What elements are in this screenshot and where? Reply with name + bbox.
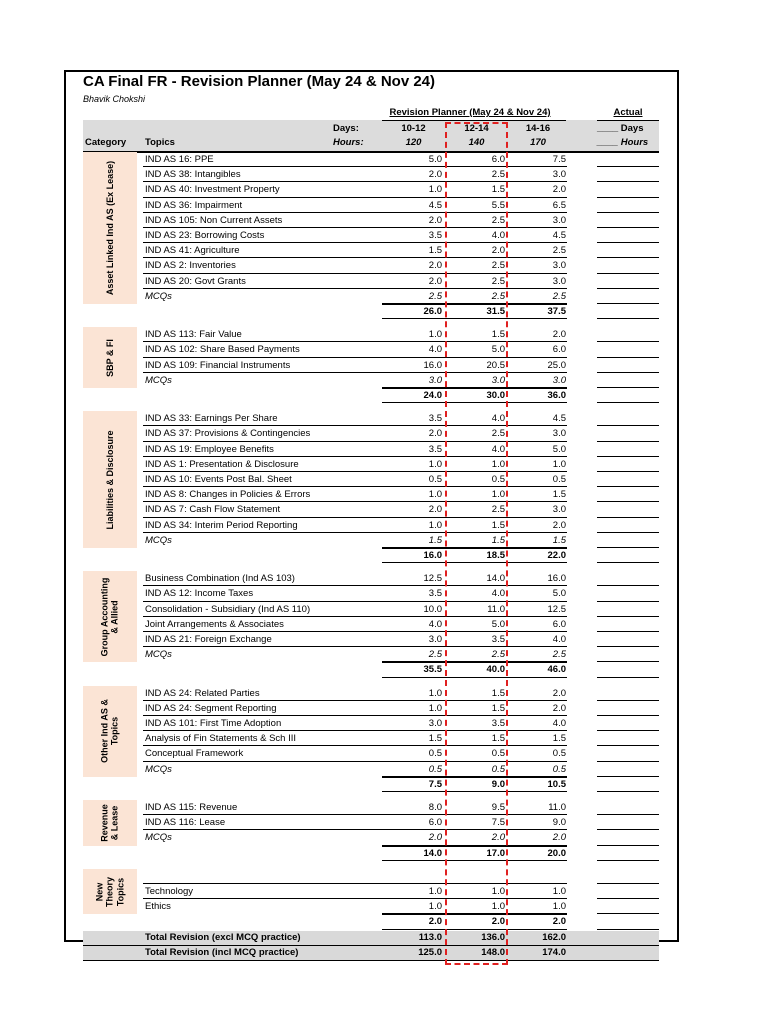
- actual-subtotal-line[interactable]: [597, 562, 659, 563]
- plan2-hours-value: 1.0: [491, 458, 505, 470]
- subtotal-plan2: 40.0: [486, 664, 505, 676]
- grand-total-label: Total Revision (excl MCQ practice): [145, 931, 301, 943]
- plan3-hours-value: 4.5: [552, 413, 566, 425]
- topic-name: IND AS 41: Agriculture: [145, 245, 240, 257]
- document-author: Bhavik Chokshi: [83, 94, 146, 104]
- plan2-hours-value: 1.5: [491, 519, 505, 531]
- hours-label: Hours:: [333, 137, 364, 148]
- actual-entry-line[interactable]: [597, 197, 659, 198]
- plan3-hours-value: 2.0: [552, 519, 566, 531]
- actual-entry-line[interactable]: [597, 883, 659, 884]
- plan2-hours-value: 1.5: [491, 329, 505, 341]
- header-top-rule: [382, 120, 566, 121]
- plan1-hours-value: 2.0: [428, 832, 442, 844]
- plan3-hours-value: 12.5: [547, 603, 566, 615]
- plan1-hours-value: 1.0: [428, 687, 442, 699]
- subtotal-bottom-rule: [382, 402, 567, 403]
- plan1-hours-value: 2.0: [428, 275, 442, 287]
- plan3-hours-value: 16.0: [547, 573, 566, 585]
- topic-name: IND AS 38: Intangibles: [145, 169, 241, 181]
- plan3-hours-value: 9.0: [552, 817, 566, 829]
- topic-name: IND AS 24: Segment Reporting: [145, 702, 277, 714]
- plan2-hours-value: 2.5: [491, 214, 505, 226]
- plan3-hours-value: 5.0: [552, 588, 566, 600]
- actual-subtotal-line[interactable]: [597, 860, 659, 861]
- plan3-hours-value: 1.5: [552, 534, 566, 546]
- actual-top-rule: [597, 120, 659, 121]
- actual-entry-line[interactable]: [597, 700, 659, 701]
- actual-subtotal-line[interactable]: [597, 402, 659, 403]
- actual-days-field[interactable]: ____ Days: [597, 123, 644, 134]
- plan1-hours-value: 1.5: [428, 245, 442, 257]
- plan1-hours-value: 16.0: [423, 359, 442, 371]
- plan1-hours-value: 2.0: [428, 169, 442, 181]
- plan3-hours-value: 2.0: [552, 329, 566, 341]
- plan1-hours-value: 1.5: [428, 534, 442, 546]
- plan3-hours-value: 6.5: [552, 199, 566, 211]
- plan3-hours-value: 4.0: [552, 718, 566, 729]
- topic-name: IND AS 1: Presentation & Disclosure: [145, 458, 299, 470]
- actual-entry-line[interactable]: [597, 471, 659, 472]
- plan1-hours-value: 3.5: [428, 413, 442, 425]
- category-header: Category: [85, 137, 127, 148]
- plan1-hours-value: 3.0: [428, 374, 442, 386]
- actual-entry-line[interactable]: [597, 387, 659, 388]
- topic-name: IND AS 12: Income Taxes: [145, 588, 254, 600]
- plan1-hours-value: 0.5: [428, 763, 442, 775]
- subtotal-plan1: 7.5: [428, 778, 442, 790]
- plan2-hours-value: 1.0: [491, 489, 505, 501]
- category-label: Asset Linked Ind AS (Ex Lease): [104, 160, 115, 296]
- subtotal-plan1: 26.0: [423, 306, 442, 317]
- plan1-hours-value: 2.5: [428, 290, 442, 302]
- plan3-hours-value: 4.5: [552, 230, 566, 241]
- plan1-hours-value: 2.0: [428, 504, 442, 516]
- category-label: Group Accounting & Allied: [99, 577, 120, 657]
- actual-entry-line[interactable]: [597, 845, 659, 846]
- actual-entry-line[interactable]: [597, 761, 659, 762]
- topic-name: Conceptual Framework: [145, 748, 244, 760]
- subtotal-bottom-rule: [382, 860, 567, 861]
- category-cell: [83, 800, 137, 846]
- plan3-hours-value: 5.0: [552, 443, 566, 455]
- actual-entry-line[interactable]: [597, 242, 659, 243]
- actual-entry-line[interactable]: [597, 212, 659, 213]
- plan1-hours-value: 3.5: [428, 443, 442, 455]
- plan2-hours-value: 2.5: [491, 275, 505, 287]
- plan2-hours-value: 0.5: [491, 748, 505, 760]
- plan2-hours-value: 11.0: [487, 603, 505, 615]
- plan3-hours-value: 6.0: [552, 344, 566, 356]
- subtotal-bottom-rule: [382, 318, 567, 319]
- plan1-hours-value: 0.5: [428, 748, 442, 760]
- actual-entry-line[interactable]: [597, 166, 659, 167]
- plan1-hours-value: 8.0: [428, 802, 442, 813]
- actual-entry-line[interactable]: [597, 745, 659, 746]
- subtotal-plan1: 2.0: [428, 916, 442, 928]
- topic-name: Business Combination (Ind AS 103): [145, 573, 295, 585]
- topic-name: Consolidation - Subsidiary (Ind AS 110): [145, 603, 311, 615]
- plan2-hours-value: 5.0: [491, 344, 505, 356]
- topic-name: IND AS 24: Related Parties: [145, 687, 260, 699]
- plan3-hours-value: 0.5: [552, 748, 566, 760]
- days-label: Days:: [333, 123, 359, 134]
- actual-entry-line[interactable]: [597, 486, 659, 487]
- plan1-hours-value: 2.0: [428, 260, 442, 272]
- plan2-hours-value: 0.5: [491, 763, 505, 775]
- plan1-hours-value: 3.5: [428, 230, 442, 241]
- actual-entry-line[interactable]: [597, 357, 659, 358]
- actual-entry-line[interactable]: [597, 898, 659, 899]
- subtotal-plan1: 14.0: [423, 847, 442, 859]
- actual-entry-line[interactable]: [597, 730, 659, 731]
- topic-name: IND AS 105: Non Current Assets: [145, 214, 283, 226]
- subtotal-bottom-rule: [382, 677, 567, 678]
- category-label: Other Ind AS & Topics: [99, 699, 120, 764]
- topic-name: IND AS 116: Lease: [145, 817, 226, 829]
- topic-name: IND AS 37: Provisions & Contingencies: [145, 428, 311, 440]
- category-cell: [83, 327, 137, 388]
- topic-name: IND AS 40: Investment Property: [145, 184, 280, 196]
- plan2-hours-value: 6.0: [491, 154, 505, 165]
- plan1-days: 10-12: [401, 123, 426, 134]
- plan3-hours-value: 3.0: [552, 214, 566, 226]
- topics-header: Topics: [145, 137, 175, 148]
- subtotal-plan2: 30.0: [486, 390, 505, 401]
- plan2-hours: 140: [468, 137, 485, 148]
- plan3-hours-value: 2.0: [552, 702, 566, 714]
- plan2-hours-value: 4.0: [491, 588, 505, 600]
- actual-entry-line[interactable]: [597, 776, 659, 777]
- actual-entry-line[interactable]: [597, 631, 659, 632]
- category-cell: [83, 571, 137, 662]
- topic-name: MCQs: [145, 763, 172, 775]
- plan2-hours-value: 2.5: [491, 169, 505, 181]
- category-label: SBP & FI: [104, 338, 115, 377]
- plan1-hours-value: 10.0: [423, 603, 442, 615]
- topic-name: IND AS 109: Financial Instruments: [145, 359, 291, 371]
- grand-total-plan1: 113.0: [418, 931, 442, 943]
- plan1-hours-value: 1.0: [428, 458, 442, 470]
- actual-label: Actual: [613, 107, 643, 118]
- topic-name: IND AS 20: Govt Grants: [145, 275, 246, 287]
- plan2-hours-value: 1.5: [491, 184, 505, 196]
- actual-entry-line[interactable]: [597, 913, 659, 914]
- topic-name: Ethics: [145, 901, 171, 913]
- subtotal-plan3: 20.0: [547, 847, 566, 859]
- plan2-hours-value: 3.5: [491, 634, 505, 645]
- plan2-hours-value: 1.0: [491, 901, 505, 913]
- actual-entry-line[interactable]: [597, 372, 659, 373]
- topic-name: Joint Arrangements & Associates: [145, 618, 284, 630]
- plan2-hours-value: 2.5: [491, 649, 505, 661]
- subtotal-plan2: 31.5: [486, 306, 505, 317]
- subtotal-plan1: 24.0: [423, 390, 442, 401]
- plan3-hours-value: 2.0: [552, 687, 566, 699]
- plan2-hours-value: 4.0: [491, 413, 505, 425]
- subtotal-plan3: 2.0: [552, 916, 566, 928]
- plan3-hours-value: 3.0: [552, 260, 566, 272]
- plan1-hours-value: 0.5: [428, 474, 442, 485]
- plan3-hours-value: 3.0: [552, 428, 566, 440]
- grand-total-plan2: 148.0: [481, 946, 505, 958]
- document-title: CA Final FR - Revision Planner (May 24 & Nov 24): [83, 73, 436, 90]
- plan1-hours-value: 3.0: [428, 634, 442, 645]
- subtotal-bottom-rule: [382, 791, 567, 792]
- topic-name: IND AS 33: Earnings Per Share: [145, 413, 278, 425]
- plan1-hours-value: 1.0: [428, 329, 442, 341]
- plan1-hours-value: 3.5: [428, 588, 442, 600]
- plan3-hours-value: 1.0: [552, 901, 566, 913]
- plan1-hours-value: 5.0: [428, 154, 442, 165]
- plan2-hours-value: 1.5: [491, 534, 505, 546]
- plan1-hours-value: 2.5: [428, 649, 442, 661]
- plan1-hours-value: 4.0: [428, 618, 442, 630]
- plan2-hours-value: 3.5: [491, 718, 505, 729]
- plan1-hours-value: 2.0: [428, 428, 442, 440]
- topic-name: MCQs: [145, 290, 172, 302]
- subtotal-plan2: 2.0: [491, 916, 505, 928]
- plan2-hours-value: 14.0: [486, 573, 505, 585]
- actual-entry-line[interactable]: [597, 501, 659, 502]
- plan3-hours-value: 2.5: [552, 245, 566, 257]
- plan3-hours: 170: [530, 137, 546, 148]
- plan2-hours-value: 9.5: [491, 802, 505, 813]
- actual-entry-line[interactable]: [597, 517, 659, 518]
- plan2-hours-value: 3.0: [491, 374, 505, 386]
- plan2-hours-value: 2.5: [491, 290, 505, 302]
- category-cell: [83, 152, 137, 304]
- plan3-hours-value: 2.0: [552, 184, 566, 196]
- plan2-hours-value: 20.5: [486, 359, 505, 371]
- plan2-hours-value: 0.5: [491, 474, 505, 485]
- plan3-hours-value: [508, 869, 566, 884]
- actual-entry-line[interactable]: [597, 303, 659, 304]
- plan1-hours-value: 1.0: [428, 886, 442, 897]
- subtotal-plan1: 35.5: [423, 664, 442, 676]
- plan3-hours-value: 3.0: [552, 504, 566, 516]
- actual-entry-line[interactable]: [597, 273, 659, 274]
- plan3-hours-value: 6.0: [552, 618, 566, 630]
- actual-entry-line[interactable]: [597, 829, 659, 830]
- actual-entry-line[interactable]: [597, 257, 659, 258]
- actual-subtotal-line[interactable]: [597, 318, 659, 319]
- plan2-hours-value: 7.5: [491, 817, 505, 829]
- plan2-hours-value: 4.0: [491, 443, 505, 455]
- topic-name: IND AS 115: Revenue: [145, 802, 238, 813]
- topic-name: IND AS 7: Cash Flow Statement: [145, 504, 281, 516]
- topic-name: IND AS 23: Borrowing Costs: [145, 230, 265, 241]
- plan1-hours-value: 4.5: [428, 199, 442, 211]
- actual-entry-line[interactable]: [597, 585, 659, 586]
- plan1-hours-value: 1.0: [428, 901, 442, 913]
- grand-total-plan1: 125.0: [418, 946, 442, 958]
- planner-label: Revision Planner (May 24 & Nov 24): [389, 107, 551, 118]
- category-cell: [83, 411, 137, 548]
- topic-name: IND AS 113: Fair Value: [145, 329, 242, 341]
- plan1-hours-value: [382, 869, 442, 884]
- actual-entry-line[interactable]: [597, 425, 659, 426]
- plan1-hours-value: 12.5: [423, 573, 442, 585]
- plan3-hours-value: 2.5: [552, 649, 566, 661]
- actual-subtotal-line[interactable]: [597, 677, 659, 678]
- plan3-hours-value: 1.5: [552, 733, 566, 745]
- actual-entry-line[interactable]: [597, 181, 659, 182]
- plan3-hours-value: 3.0: [552, 169, 566, 181]
- plan3-hours-value: 2.5: [552, 290, 566, 302]
- actual-entry-line[interactable]: [597, 814, 659, 815]
- topic-name: IND AS 34: Interim Period Reporting: [145, 519, 298, 531]
- actual-entry-line[interactable]: [597, 547, 659, 548]
- subtotal-plan2: 9.0: [491, 778, 505, 790]
- actual-subtotal-line[interactable]: [597, 929, 659, 930]
- topic-name: IND AS 2: Inventories: [145, 260, 236, 272]
- topic-name: IND AS 16: PPE: [145, 154, 214, 165]
- actual-entry-line[interactable]: [597, 616, 659, 617]
- topic-name: MCQs: [145, 832, 172, 844]
- plan2-hours-value: 2.5: [491, 260, 505, 272]
- category-cell: [83, 686, 137, 777]
- plan3-hours-value: 1.0: [552, 458, 566, 470]
- plan2-hours-value: 2.5: [491, 428, 505, 440]
- plan3-hours-value: 2.0: [552, 832, 566, 844]
- topic-name: IND AS 102: Share Based Payments: [145, 344, 300, 356]
- topic-name: IND AS 10: Events Post Bal. Sheet: [145, 474, 292, 485]
- plan3-hours-value: 1.5: [552, 489, 566, 501]
- category-cell: [83, 869, 137, 915]
- subtotal-plan2: 18.5: [486, 550, 505, 561]
- actual-entry-line[interactable]: [597, 227, 659, 228]
- topic-name: MCQs: [145, 374, 172, 386]
- actual-entry-line[interactable]: [597, 601, 659, 602]
- topic-name: IND AS 8: Changes in Policies & Errors: [145, 489, 311, 501]
- grand-total-plan2: 136.0: [481, 931, 505, 943]
- plan2-hours-value: [445, 869, 505, 884]
- plan1-hours-value: 1.0: [428, 184, 442, 196]
- plan2-days: 12-14: [464, 123, 489, 134]
- plan3-hours-value: 7.5: [552, 154, 566, 165]
- actual-entry-line[interactable]: [597, 646, 659, 647]
- actual-entry-line[interactable]: [597, 341, 659, 342]
- actual-entry-line[interactable]: [597, 715, 659, 716]
- plan3-hours-value: 4.0: [552, 634, 566, 645]
- actual-entry-line[interactable]: [597, 661, 659, 662]
- grand-total-plan3: 162.0: [542, 931, 566, 943]
- subtotal-plan3: 37.5: [547, 306, 566, 317]
- plan1-hours-value: 2.0: [428, 214, 442, 226]
- plan3-hours-value: 0.5: [552, 474, 566, 485]
- plan2-hours-value: 5.0: [491, 618, 505, 630]
- plan3-hours-value: 1.0: [552, 886, 566, 897]
- plan1-hours-value: 4.0: [428, 344, 442, 356]
- actual-entry-line[interactable]: [597, 532, 659, 533]
- plan3-hours-value: 0.5: [552, 763, 566, 775]
- actual-hours-field[interactable]: ____ Hours: [597, 137, 649, 148]
- plan2-hours-value: 4.0: [491, 230, 505, 241]
- plan2-hours-value: 1.5: [491, 702, 505, 714]
- subtotal-plan1: 16.0: [423, 550, 442, 561]
- plan1-hours-value: 1.0: [428, 489, 442, 501]
- plan1-hours-value: 3.0: [428, 718, 442, 729]
- plan1-hours-value: 1.0: [428, 519, 442, 531]
- plan2-hours-value: 2.5: [491, 504, 505, 516]
- plan2-hours-value: 1.0: [491, 886, 505, 897]
- topic-name: IND AS 101: First Time Adoption: [145, 718, 282, 729]
- topic-name: IND AS 21: Foreign Exchange: [145, 634, 272, 645]
- plan3-hours-value: 3.0: [552, 374, 566, 386]
- actual-entry-line[interactable]: [597, 441, 659, 442]
- category-label: New Theory Topics: [94, 876, 126, 907]
- grand-total-label: Total Revision (incl MCQ practice): [145, 946, 299, 958]
- topic-name: IND AS 19: Employee Benefits: [145, 443, 274, 455]
- subtotal-bottom-rule: [382, 562, 567, 563]
- topic-name: Analysis of Fin Statements & Sch III: [145, 733, 297, 745]
- category-label: Revenue & Lease: [99, 804, 120, 842]
- plan3-days: 14-16: [525, 123, 551, 134]
- plan3-hours-value: 11.0: [548, 802, 566, 813]
- plan2-hours-value: 5.5: [491, 199, 505, 211]
- subtotal-plan2: 17.0: [486, 847, 505, 859]
- grand-total-plan3: 174.0: [542, 946, 566, 958]
- category-label: Liabilities & Disclosure: [104, 430, 115, 530]
- plan2-hours-value: 1.5: [491, 687, 505, 699]
- plan1-hours: 120: [405, 137, 422, 148]
- subtotal-plan3: 10.5: [547, 778, 566, 790]
- topic-name: Technology: [145, 886, 194, 897]
- topic-name: IND AS 36: Impairment: [145, 199, 243, 211]
- topic-name: MCQs: [145, 534, 172, 546]
- plan2-hours-value: 1.5: [491, 733, 505, 745]
- actual-entry-line[interactable]: [597, 288, 659, 289]
- plan2-hours-value: 2.0: [491, 832, 505, 844]
- subtotal-plan3: 22.0: [547, 550, 566, 561]
- actual-entry-line[interactable]: [597, 456, 659, 457]
- topic-name: MCQs: [145, 649, 172, 661]
- actual-subtotal-line[interactable]: [597, 791, 659, 792]
- plan3-hours-value: 3.0: [552, 275, 566, 287]
- grand-total-rule: [83, 960, 659, 961]
- plan1-hours-value: 1.0: [428, 702, 442, 714]
- plan3-hours-value: 25.0: [547, 359, 566, 371]
- subtotal-plan3: 36.0: [547, 390, 566, 401]
- subtotal-plan3: 46.0: [547, 664, 566, 676]
- plan1-hours-value: 1.5: [428, 733, 442, 745]
- plan1-hours-value: 6.0: [428, 817, 442, 829]
- plan2-hours-value: 2.0: [491, 245, 505, 257]
